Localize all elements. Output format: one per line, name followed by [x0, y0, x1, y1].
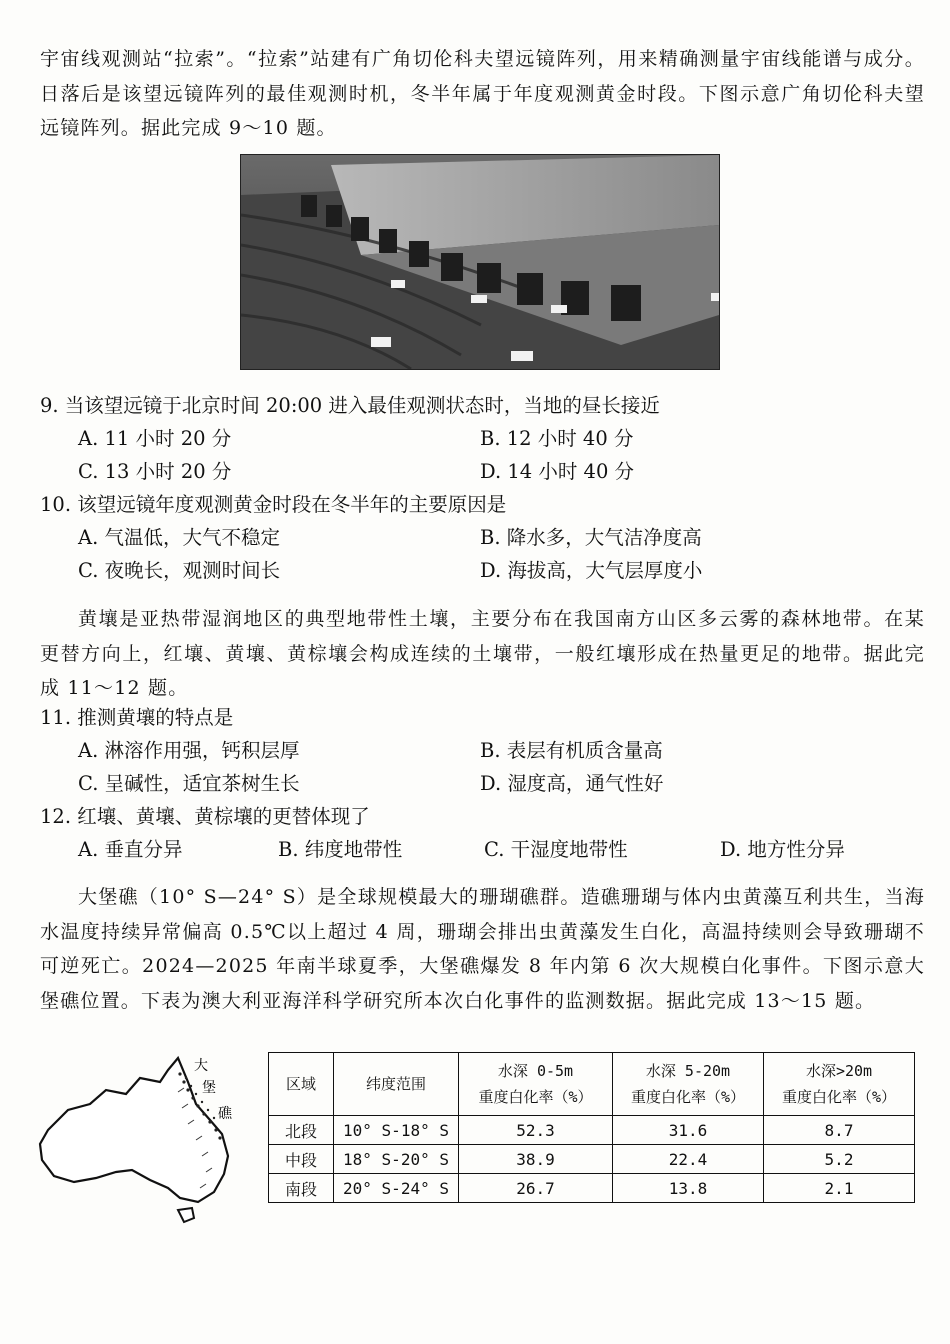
q10-option-b[interactable]: B. 降水多，大气洁净度高 [480, 526, 702, 549]
cell-rate: 52.3 [459, 1116, 613, 1145]
q11-option-c[interactable]: C. 呈碱性，适宜茶树生长 [78, 772, 300, 795]
header-depth-5-20-line1: 水深 5-20m [645, 1062, 731, 1080]
bleaching-data-table [268, 1052, 915, 1203]
table-row [269, 1116, 915, 1145]
cell-region: 南段 [269, 1174, 334, 1203]
q10-option-a[interactable]: A. 气温低，大气不稳定 [78, 526, 280, 549]
question-10-stem: 10. 该望远镜年度观测黄金时段在冬半年的主要原因是 [40, 493, 507, 516]
australia-reef-map [28, 1052, 258, 1224]
q12-option-b[interactable]: B. 纬度地带性 [278, 838, 403, 861]
header-depth-0-5-line2: 重度白化率（%） [478, 1088, 593, 1106]
tasmania-outline [178, 1208, 194, 1222]
cell-region: 北段 [269, 1116, 334, 1145]
q11-option-d[interactable]: D. 湿度高，通气性好 [480, 772, 664, 795]
cell-rate: 13.8 [613, 1174, 764, 1203]
cell-rate: 38.9 [459, 1145, 613, 1174]
header-depth-over-20-line2: 重度白化率（%） [781, 1088, 897, 1106]
intro-paragraph-11-12: 黄壤是亚热带湿润地区的典型地带性土壤，主要分布在我国南方山区多云雾的森林地带。在某更替方向上，红壤、黄壤、黄棕壤会构成连续的土壤带，一般红壤形成在热量更足的地带。据此完成 11～12 题。 [40, 608, 925, 699]
table-row [269, 1145, 915, 1174]
q9-option-b[interactable]: B. 12 小时 40 分 [480, 427, 634, 450]
table-header-region: 区域 [269, 1053, 334, 1116]
australia-outline [40, 1058, 228, 1202]
map-label-jiao: 礁 [218, 1106, 232, 1122]
q11-option-b[interactable]: B. 表层有机质含量高 [480, 739, 663, 762]
intro-paragraph-13-15: 大堡礁（10° S—24° S）是全球规模最大的珊瑚礁群。造礁珊瑚与体内虫黄藻互利共生，当海水温度持续异常偏高 0.5℃以上超过 4 周，珊瑚会排出虫黄藻发生白化，高温持续则会导致珊瑚不可逆死亡。2024—2025 年南半球夏季，大堡礁爆发 8 年内第 6 次大规模白化事件。下图示意大堡礁位置。下表为澳大利亚海洋科学研究所本次白化事件的监测数据。据此完成 13～15 题。 [40, 886, 925, 1012]
telescope-array-photo [240, 154, 720, 370]
table-header-depth-0-5 [459, 1053, 613, 1116]
table-header-row [269, 1053, 915, 1116]
cell-rate: 26.7 [459, 1174, 613, 1203]
q12-option-c[interactable]: C. 干湿度地带性 [484, 838, 628, 861]
telescope-array-illustration [241, 155, 719, 369]
map-label-bao: 堡 [202, 1080, 216, 1096]
q9-option-d[interactable]: D. 14 小时 40 分 [480, 460, 635, 483]
cell-latitude: 10° S-18° S [334, 1116, 459, 1145]
question-9-stem: 9. 当该望远镜于北京时间 20:00 进入最佳观测状态时，当地的昼长接近 [40, 394, 660, 417]
q12-option-d[interactable]: D. 地方性分异 [720, 838, 845, 861]
cell-region: 中段 [269, 1145, 334, 1174]
map-label-da: 大 [194, 1058, 208, 1074]
q9-option-a[interactable]: A. 11 小时 20 分 [78, 427, 232, 450]
q12-option-a[interactable]: A. 垂直分异 [78, 838, 183, 861]
table-header-depth-5-20 [613, 1053, 764, 1116]
cell-rate: 31.6 [613, 1116, 764, 1145]
q11-option-a[interactable]: A. 淋溶作用强，钙积层厚 [78, 739, 300, 762]
q10-option-d[interactable]: D. 海拔高，大气层厚度小 [480, 559, 703, 582]
cell-rate: 22.4 [613, 1145, 764, 1174]
cell-rate: 2.1 [764, 1174, 915, 1203]
header-depth-5-20-line2: 重度白化率（%） [630, 1088, 746, 1106]
cell-latitude: 18° S-20° S [334, 1145, 459, 1174]
table-header-depth-over-20 [764, 1053, 915, 1116]
header-depth-over-20-line1: 水深>20m [805, 1062, 873, 1080]
cell-rate: 5.2 [764, 1145, 915, 1174]
cell-latitude: 20° S-24° S [334, 1174, 459, 1203]
table-row [269, 1174, 915, 1203]
cell-rate: 8.7 [764, 1116, 915, 1145]
q9-option-c[interactable]: C. 13 小时 20 分 [78, 460, 232, 483]
table-header-latitude: 纬度范围 [334, 1053, 459, 1116]
question-12-stem: 12. 红壤、黄壤、黄棕壤的更替体现了 [40, 805, 370, 828]
question-11-stem: 11. 推测黄壤的特点是 [40, 706, 234, 729]
intro-paragraph-9-10: 宇宙线观测站“拉索”。“拉索”站建有广角切伦科夫望远镜阵列，用来精确测量宇宙线能谱与成分。日落后是该望远镜阵列的最佳观测时机，冬半年属于年度观测黄金时段。下图示意广角切伦科夫望远镜阵列。据此完成 9～10 题。 [40, 48, 925, 139]
q10-option-c[interactable]: C. 夜晚长，观测时间长 [78, 559, 281, 582]
header-depth-0-5-line1: 水深 0-5m [497, 1062, 574, 1080]
